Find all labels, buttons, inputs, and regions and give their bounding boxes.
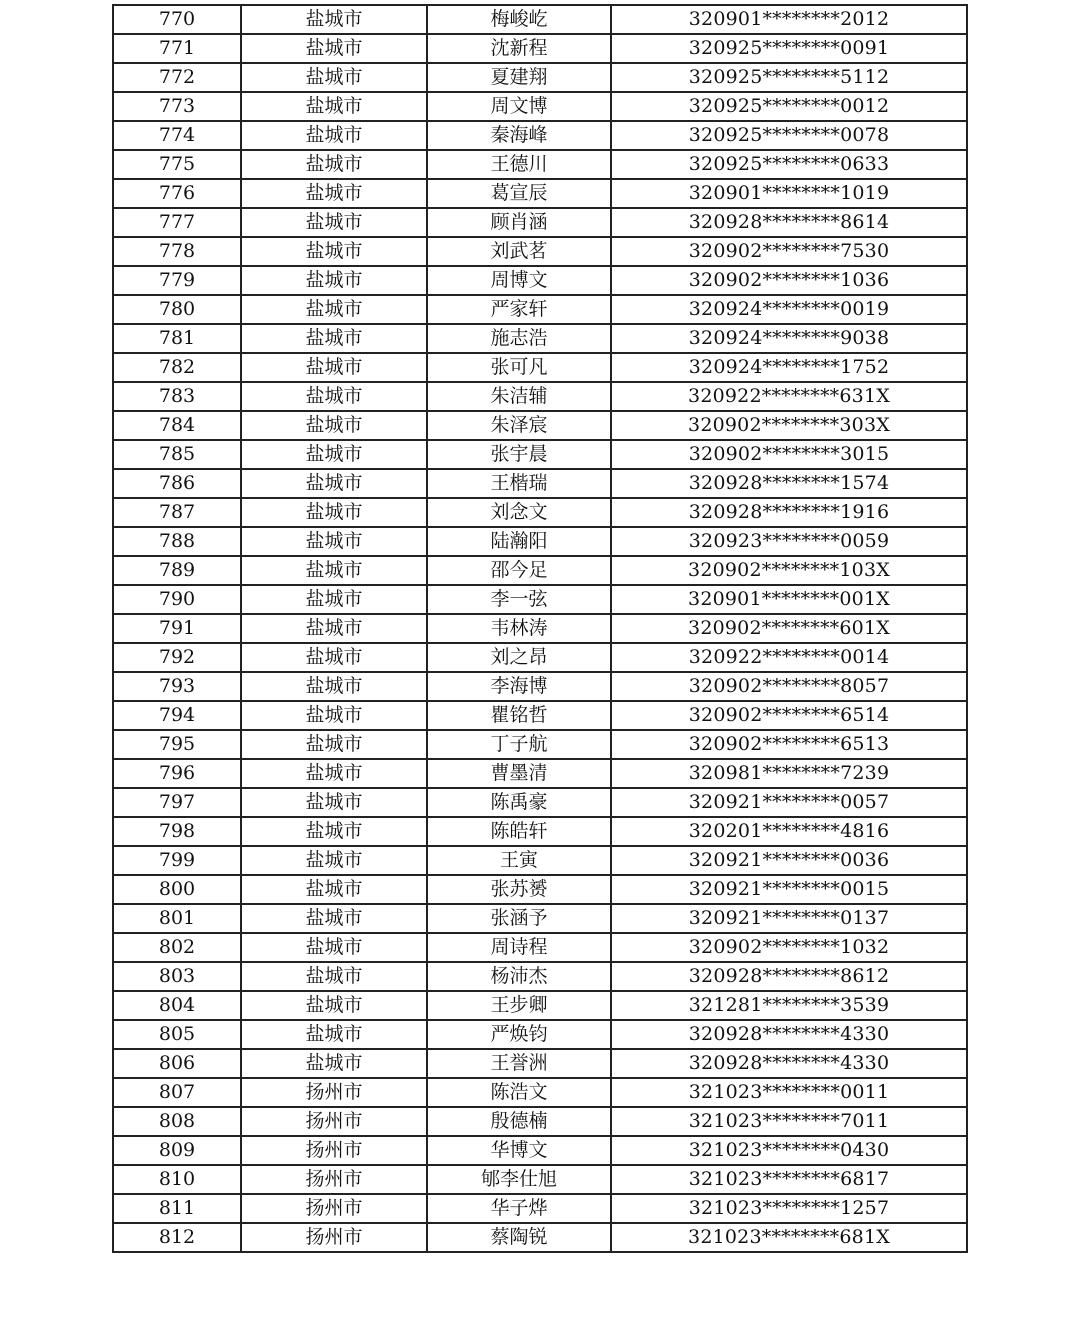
table-row [113,266,967,295]
city-cell: 盐城市 [241,469,427,498]
table-row [113,1194,967,1223]
row-number-cell: 794 [113,701,241,730]
city-cell: 盐城市 [241,527,427,556]
row-number-cell: 771 [113,34,241,63]
table-row [113,846,967,875]
row-number-cell: 787 [113,498,241,527]
row-number-cell: 786 [113,469,241,498]
city-cell: 扬州市 [241,1107,427,1136]
person-name-cell: 顾肖涵 [427,208,611,237]
table-row [113,991,967,1020]
person-name-cell: 周诗程 [427,933,611,962]
table-row [113,730,967,759]
person-name-cell: 华博文 [427,1136,611,1165]
table-row [113,179,967,208]
city-cell: 盐城市 [241,962,427,991]
person-name-cell: 杨沛杰 [427,962,611,991]
table-row [113,1136,967,1165]
id-number-cell: 320925********0078 [611,121,967,150]
row-number-cell: 776 [113,179,241,208]
row-number-cell: 806 [113,1049,241,1078]
person-name-cell: 邵今足 [427,556,611,585]
city-cell: 盐城市 [241,1020,427,1049]
id-number-cell: 320981********7239 [611,759,967,788]
id-number-cell: 320902********601X [611,614,967,643]
table-row [113,324,967,353]
row-number-cell: 809 [113,1136,241,1165]
id-number-cell: 320924********0019 [611,295,967,324]
row-number-cell: 798 [113,817,241,846]
row-number-cell: 770 [113,5,241,34]
city-cell: 盐城市 [241,556,427,585]
id-number-cell: 320902********303X [611,411,967,440]
city-cell: 盐城市 [241,382,427,411]
table-row [113,382,967,411]
person-name-cell: 王步卿 [427,991,611,1020]
row-number-cell: 790 [113,585,241,614]
table-row [113,962,967,991]
person-name-cell: 王誉洲 [427,1049,611,1078]
city-cell: 盐城市 [241,208,427,237]
person-name-cell: 韦林涛 [427,614,611,643]
table-row [113,1078,967,1107]
row-number-cell: 803 [113,962,241,991]
person-name-cell: 朱洁辅 [427,382,611,411]
id-number-cell: 320928********1916 [611,498,967,527]
person-name-cell: 张涵予 [427,904,611,933]
city-cell: 盐城市 [241,1049,427,1078]
city-cell: 盐城市 [241,92,427,121]
city-cell: 盐城市 [241,63,427,92]
city-cell: 盐城市 [241,5,427,34]
person-name-cell: 周博文 [427,266,611,295]
table-row [113,817,967,846]
id-number-cell: 320923********0059 [611,527,967,556]
city-cell: 盐城市 [241,846,427,875]
city-cell: 盐城市 [241,643,427,672]
person-name-cell: 王寅 [427,846,611,875]
row-number-cell: 772 [113,63,241,92]
id-number-cell: 320921********0057 [611,788,967,817]
person-name-cell: 梅峻屹 [427,5,611,34]
city-cell: 扬州市 [241,1165,427,1194]
table-row [113,498,967,527]
id-number-cell: 320928********8612 [611,962,967,991]
city-cell: 盐城市 [241,817,427,846]
table-row [113,295,967,324]
table-row [113,208,967,237]
id-number-cell: 321023********1257 [611,1194,967,1223]
id-number-cell: 320901********1019 [611,179,967,208]
id-number-cell: 320201********4816 [611,817,967,846]
person-name-cell: 刘武茗 [427,237,611,266]
row-number-cell: 778 [113,237,241,266]
id-number-cell: 320902********103X [611,556,967,585]
table-row [113,614,967,643]
id-number-cell: 320901********2012 [611,5,967,34]
table-row [113,411,967,440]
city-cell: 盐城市 [241,672,427,701]
city-cell: 盐城市 [241,440,427,469]
roster-table [112,4,968,1253]
table-row [113,556,967,585]
table-row [113,585,967,614]
city-cell: 盐城市 [241,933,427,962]
person-name-cell: 陈皓轩 [427,817,611,846]
id-number-cell: 320925********0633 [611,150,967,179]
person-name-cell: 郇李仕旭 [427,1165,611,1194]
id-number-cell: 320924********1752 [611,353,967,382]
id-number-cell: 321023********6817 [611,1165,967,1194]
row-number-cell: 780 [113,295,241,324]
id-number-cell: 320928********1574 [611,469,967,498]
table-row [113,933,967,962]
id-number-cell: 320902********1036 [611,266,967,295]
city-cell: 盐城市 [241,730,427,759]
person-name-cell: 殷德楠 [427,1107,611,1136]
id-number-cell: 321023********681X [611,1223,967,1252]
id-number-cell: 320901********001X [611,585,967,614]
table-row [113,121,967,150]
table-row [113,788,967,817]
city-cell: 盐城市 [241,237,427,266]
id-number-cell: 321023********0011 [611,1078,967,1107]
row-number-cell: 781 [113,324,241,353]
person-name-cell: 周文博 [427,92,611,121]
city-cell: 扬州市 [241,1194,427,1223]
row-number-cell: 804 [113,991,241,1020]
city-cell: 盐城市 [241,875,427,904]
id-number-cell: 320922********0014 [611,643,967,672]
table-row [113,440,967,469]
row-number-cell: 805 [113,1020,241,1049]
person-name-cell: 陆瀚阳 [427,527,611,556]
row-number-cell: 812 [113,1223,241,1252]
city-cell: 盐城市 [241,411,427,440]
row-number-cell: 792 [113,643,241,672]
table-row [113,1107,967,1136]
row-number-cell: 797 [113,788,241,817]
row-number-cell: 807 [113,1078,241,1107]
id-number-cell: 320928********4330 [611,1020,967,1049]
row-number-cell: 774 [113,121,241,150]
person-name-cell: 张可凡 [427,353,611,382]
table-row [113,701,967,730]
id-number-cell: 320902********8057 [611,672,967,701]
row-number-cell: 783 [113,382,241,411]
table-row [113,150,967,179]
id-number-cell: 320925********0091 [611,34,967,63]
city-cell: 扬州市 [241,1223,427,1252]
person-name-cell: 华子烨 [427,1194,611,1223]
person-name-cell: 瞿铭哲 [427,701,611,730]
table-row [113,5,967,34]
row-number-cell: 795 [113,730,241,759]
table-row [113,353,967,382]
id-number-cell: 320902********1032 [611,933,967,962]
row-number-cell: 808 [113,1107,241,1136]
city-cell: 盐城市 [241,701,427,730]
row-number-cell: 793 [113,672,241,701]
row-number-cell: 775 [113,150,241,179]
id-number-cell: 320925********0012 [611,92,967,121]
table-row [113,469,967,498]
id-number-cell: 321023********7011 [611,1107,967,1136]
table-row [113,527,967,556]
id-number-cell: 320928********4330 [611,1049,967,1078]
person-name-cell: 王楷瑞 [427,469,611,498]
person-name-cell: 陈禹豪 [427,788,611,817]
city-cell: 扬州市 [241,1078,427,1107]
person-name-cell: 陈浩文 [427,1078,611,1107]
person-name-cell: 李一弦 [427,585,611,614]
person-name-cell: 曹墨清 [427,759,611,788]
person-name-cell: 刘念文 [427,498,611,527]
table-row [113,875,967,904]
id-number-cell: 320928********8614 [611,208,967,237]
table-row [113,672,967,701]
row-number-cell: 784 [113,411,241,440]
city-cell: 盐城市 [241,295,427,324]
city-cell: 盐城市 [241,788,427,817]
id-number-cell: 320925********5112 [611,63,967,92]
person-name-cell: 蔡陶锐 [427,1223,611,1252]
row-number-cell: 800 [113,875,241,904]
row-number-cell: 777 [113,208,241,237]
person-name-cell: 严家轩 [427,295,611,324]
table-row [113,643,967,672]
id-number-cell: 320902********7530 [611,237,967,266]
row-number-cell: 796 [113,759,241,788]
table-row [113,759,967,788]
table-row [113,904,967,933]
roster-table-body [113,5,967,1252]
city-cell: 盐城市 [241,150,427,179]
person-name-cell: 施志浩 [427,324,611,353]
table-row [113,1020,967,1049]
city-cell: 盐城市 [241,904,427,933]
city-cell: 盐城市 [241,585,427,614]
table-row [113,1165,967,1194]
person-name-cell: 沈新程 [427,34,611,63]
city-cell: 盐城市 [241,498,427,527]
person-name-cell: 张苏赟 [427,875,611,904]
id-number-cell: 320902********6513 [611,730,967,759]
row-number-cell: 785 [113,440,241,469]
table-row [113,34,967,63]
person-name-cell: 秦海峰 [427,121,611,150]
city-cell: 盐城市 [241,353,427,382]
table-row [113,1223,967,1252]
row-number-cell: 811 [113,1194,241,1223]
person-name-cell: 王德川 [427,150,611,179]
row-number-cell: 788 [113,527,241,556]
city-cell: 盐城市 [241,759,427,788]
id-number-cell: 320902********3015 [611,440,967,469]
id-number-cell: 320922********631X [611,382,967,411]
row-number-cell: 799 [113,846,241,875]
row-number-cell: 782 [113,353,241,382]
id-number-cell: 320921********0015 [611,875,967,904]
id-number-cell: 321023********0430 [611,1136,967,1165]
row-number-cell: 789 [113,556,241,585]
id-number-cell: 320921********0137 [611,904,967,933]
city-cell: 盐城市 [241,121,427,150]
row-number-cell: 810 [113,1165,241,1194]
person-name-cell: 葛宣辰 [427,179,611,208]
person-name-cell: 严焕钧 [427,1020,611,1049]
person-name-cell: 李海博 [427,672,611,701]
table-row [113,92,967,121]
city-cell: 盐城市 [241,614,427,643]
row-number-cell: 801 [113,904,241,933]
person-name-cell: 刘之昂 [427,643,611,672]
row-number-cell: 791 [113,614,241,643]
row-number-cell: 773 [113,92,241,121]
id-number-cell: 320921********0036 [611,846,967,875]
city-cell: 扬州市 [241,1136,427,1165]
person-name-cell: 夏建翔 [427,63,611,92]
city-cell: 盐城市 [241,324,427,353]
id-number-cell: 320902********6514 [611,701,967,730]
id-number-cell: 320924********9038 [611,324,967,353]
table-row [113,237,967,266]
city-cell: 盐城市 [241,179,427,208]
table-row [113,1049,967,1078]
city-cell: 盐城市 [241,991,427,1020]
city-cell: 盐城市 [241,34,427,63]
table-row [113,63,967,92]
row-number-cell: 779 [113,266,241,295]
person-name-cell: 朱泽宸 [427,411,611,440]
city-cell: 盐城市 [241,266,427,295]
id-number-cell: 321281********3539 [611,991,967,1020]
person-name-cell: 丁子航 [427,730,611,759]
row-number-cell: 802 [113,933,241,962]
person-name-cell: 张宇晨 [427,440,611,469]
